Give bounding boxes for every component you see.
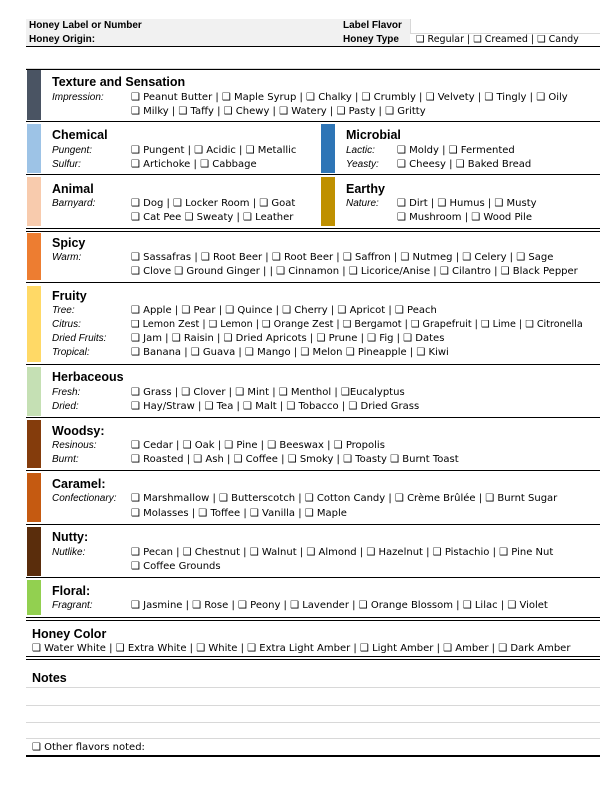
microbial-options-1[interactable]: ❑ Moldy | ❑ Fermented [397, 145, 515, 156]
texture-title: Texture and Sensation [52, 75, 186, 89]
earthy-title: Earthy [346, 182, 385, 196]
caramel-title: Caramel: [52, 477, 106, 491]
herbaceous-sub-1: Fresh: [52, 387, 81, 398]
fruity-sub-2: Citrus: [52, 319, 81, 330]
spicy-title: Spicy [52, 236, 86, 250]
earthy-sub: Nature: [346, 198, 379, 209]
texture-sub: Impression: [52, 92, 104, 103]
fruity-sub-4: Tropical: [52, 347, 90, 358]
fruity-color-bar [27, 286, 41, 362]
earthy-color-bar [321, 177, 335, 226]
nutty-sub: Nutlike: [52, 547, 86, 558]
animal-sub: Barnyard: [52, 198, 96, 209]
fruity-options-2[interactable]: ❑ Lemon Zest | ❑ Lemon | ❑ Orange Zest | ❑ Bergamot | ❑ Grapefruit | ❑ Lime | ❑ Citronella [131, 319, 583, 330]
texture-options-2[interactable]: ❑ Milky | ❑ Taffy | ❑ Chewy | ❑ Watery | ❑ Pasty | ❑ Gritty [131, 106, 426, 117]
caramel-options-2[interactable]: ❑ Molasses | ❑ Toffee | ❑ Vanilla | ❑ Maple [131, 508, 347, 519]
label-flavor-label: Label Flavor [340, 19, 410, 33]
nutty-options-1[interactable]: ❑ Pecan | ❑ Chestnut | ❑ Walnut | ❑ Almond | ❑ Hazelnut | ❑ Pistachio | ❑ Pine Nut [131, 547, 554, 558]
chemical-sub-2: Sulfur: [52, 159, 81, 170]
chemical-title: Chemical [52, 128, 108, 142]
microbial-sub-2: Yeasty: [346, 159, 379, 170]
fruity-options-3[interactable]: ❑ Jam | ❑ Raisin | ❑ Dried Apricots | ❑ Prune | ❑ Fig | ❑ Dates [131, 333, 445, 344]
microbial-color-bar [321, 124, 335, 173]
floral-options-1[interactable]: ❑ Jasmine | ❑ Rose | ❑ Peony | ❑ Lavender | ❑ Orange Blossom | ❑ Lilac | ❑ Violet [131, 600, 548, 611]
floral-sub: Fragrant: [52, 600, 93, 611]
fruity-sub-3: Dried Fruits: [52, 333, 107, 344]
chemical-sub-1: Pungent: [52, 145, 93, 156]
texture-color-bar [27, 70, 41, 120]
animal-color-bar [27, 177, 41, 226]
honey-type-options[interactable]: ❑ Regular | ❑ Creamed | ❑ Candy [416, 34, 579, 45]
chemical-color-bar [27, 124, 41, 173]
microbial-sub-1: Lactic: [346, 145, 375, 156]
label-number-label: Honey Label or Number [26, 19, 154, 33]
animal-options-2[interactable]: ❑ Cat Pee ❑ Sweaty | ❑ Leather [131, 212, 294, 223]
spicy-options-1[interactable]: ❑ Sassafras | ❑ Root Beer | ❑ Root Beer | ❑ Saffron | ❑ Nutmeg | ❑ Celery | ❑ Sage [131, 252, 554, 263]
honey-color-options[interactable]: ❑ Water White | ❑ Extra White | ❑ White | ❑ Extra Light Amber | ❑ Light Amber | ❑ Amber | ❑ Dark Amber [32, 643, 571, 654]
animal-title: Animal [52, 182, 94, 196]
fruity-options-4[interactable]: ❑ Banana | ❑ Guava | ❑ Mango | ❑ Melon ❑ Pineapple | ❑ Kiwi [131, 347, 449, 358]
woodsy-title: Woodsy: [52, 424, 105, 438]
origin-label: Honey Origin: [26, 33, 154, 47]
animal-options-1[interactable]: ❑ Dog | ❑ Locker Room | ❑ Goat [131, 198, 296, 209]
herbaceous-title: Herbaceous [52, 370, 124, 384]
floral-color-bar [27, 580, 41, 615]
herbaceous-options-2[interactable]: ❑ Hay/Straw | ❑ Tea | ❑ Malt | ❑ Tobacco | ❑ Dried Grass [131, 401, 420, 412]
chemical-options-1[interactable]: ❑ Pungent | ❑ Acidic | ❑ Metallic [131, 145, 297, 156]
notes-title: Notes [32, 671, 67, 685]
caramel-color-bar [27, 473, 41, 522]
microbial-options-2[interactable]: ❑ Cheesy | ❑ Baked Bread [397, 159, 532, 170]
floral-title: Floral: [52, 584, 91, 598]
header-row-1 [26, 19, 600, 33]
woodsy-options-1[interactable]: ❑ Cedar | ❑ Oak | ❑ Pine | ❑ Beeswax | ❑ Propolis [131, 440, 385, 451]
origin-field[interactable] [154, 33, 342, 47]
fruity-title: Fruity [52, 289, 87, 303]
woodsy-color-bar [27, 420, 41, 468]
nutty-color-bar [27, 527, 41, 576]
label-number-field[interactable] [154, 19, 342, 33]
herbaceous-sub-2: Dried: [52, 401, 79, 412]
herbaceous-color-bar [27, 367, 41, 416]
header-row-2 [26, 33, 600, 47]
nutty-options-2[interactable]: ❑ Coffee Grounds [131, 561, 221, 572]
earthy-options-1[interactable]: ❑ Dirt | ❑ Humus | ❑ Musty [397, 198, 537, 209]
texture-options-1[interactable]: ❑ Peanut Butter | ❑ Maple Syrup | ❑ Chalky | ❑ Crumbly | ❑ Velvety | ❑ Tingly | ❑ Oily [131, 92, 568, 103]
spicy-color-bar [27, 233, 41, 280]
other-flavors-field[interactable]: ❑ Other flavors noted: [32, 742, 145, 753]
honey-type-label: Honey Type [340, 33, 410, 47]
chemical-options-2[interactable]: ❑ Artichoke | ❑ Cabbage [131, 159, 257, 170]
spicy-options-2[interactable]: ❑ Clove ❑ Ground Ginger | | ❑ Cinnamon | ❑ Licorice/Anise | ❑ Cilantro | ❑ Black Pepper [131, 266, 578, 277]
herbaceous-options-1[interactable]: ❑ Grass | ❑ Clover | ❑ Mint | ❑ Menthol | ❑Eucalyptus [131, 387, 405, 398]
earthy-options-2[interactable]: ❑ Mushroom | ❑ Wood Pile [397, 212, 532, 223]
label-flavor-field[interactable] [410, 19, 600, 33]
honey-color-title: Honey Color [32, 627, 107, 641]
nutty-title: Nutty: [52, 530, 89, 544]
fruity-options-1[interactable]: ❑ Apple | ❑ Pear | ❑ Quince | ❑ Cherry | ❑ Apricot | ❑ Peach [131, 305, 437, 316]
woodsy-sub-2: Burnt: [52, 454, 79, 465]
caramel-sub: Confectionary: [52, 493, 117, 504]
microbial-title: Microbial [346, 128, 401, 142]
woodsy-sub-1: Resinous: [52, 440, 97, 451]
spicy-sub: Warm: [52, 252, 82, 263]
woodsy-options-2[interactable]: ❑ Roasted | ❑ Ash | ❑ Coffee | ❑ Smoky | ❑ Toasty ❑ Burnt Toast [131, 454, 459, 465]
caramel-options-1[interactable]: ❑ Marshmallow | ❑ Butterscotch | ❑ Cotton Candy | ❑ Crème Brûlée | ❑ Burnt Sugar [131, 493, 558, 504]
fruity-sub-1: Tree: [52, 305, 75, 316]
